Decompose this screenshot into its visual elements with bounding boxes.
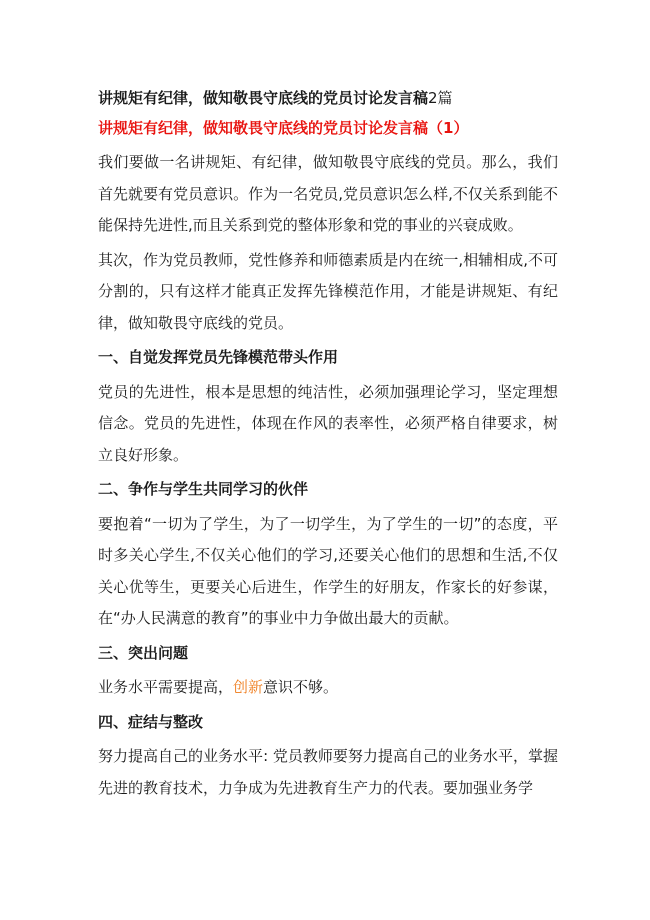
section-text-4: 努力提高自己的业务水平: 党员教师要努力提高自己的业务水平，掌握先进的教育技术，力争成为先进教育生产力的代表。要加强业务学 [98, 747, 558, 797]
section-heading-1: 一、自觉发挥党员先锋模范带头作用 [98, 348, 339, 366]
document-title-suffix: 2篇 [428, 89, 453, 107]
section-text-3-after: 意识不够。 [263, 678, 339, 696]
section-heading-2: 二、争作与学生共同学习的伙伴 [98, 480, 309, 498]
section-text-2: 要抱着“一切为了学生，为了一切学生，为了学生的一切”的态度，平时多关心学生,不仅关心他们的学习,还要关心他们的思想和生活,不仅关心优等生，更要关心后进生，作学生的好朋友，作家长的好参谋，在“办人民满意的教育”的事业中力争做出最大的贡献。 [98, 514, 558, 627]
section-heading-4: 四、症结与整改 [98, 712, 204, 731]
document-page [98, 84, 558, 807]
section-text-3 [98, 672, 558, 704]
intro-paragraph-2: 其次，作为党员教师，党性修养和师德素质是内在统一,相辅相成,不可分割的，只有这样才能真正发挥先锋模范作用，才能是讲规矩、有纪律，做知敬畏守底线的党员。 [98, 250, 558, 332]
intro-paragraph-1: 我们要做一名讲规矩、有纪律，做知敬畏守底线的党员。那么，我们首先就要有党员意识。作为一名党员,党员意识怎么样,不仅关系到能不能保持先进性,而且关系到党的整体形象和党的事业的兴衰成败。 [98, 153, 558, 234]
document-subtitle: 讲规矩有纪律，做知敬畏守底线的党员讨论发言稿（1） [98, 119, 469, 137]
section-text-3-before: 业务水平需要提高， [98, 678, 234, 696]
highlighted-word: 创新 [233, 678, 264, 696]
document-title [98, 84, 558, 112]
document-title-main: 讲规矩有纪律，做知敬畏守底线的党员讨论发言稿 [98, 89, 429, 107]
section-text-1: 党员的先进性，根本是思想的纯洁性，必须加强理论学习，坚定理想信念。党员的先进性，体现在作风的表率性，必须严格自律要求，树立良好形象。 [98, 382, 558, 464]
section-heading-3: 三、突出问题 [98, 643, 189, 662]
